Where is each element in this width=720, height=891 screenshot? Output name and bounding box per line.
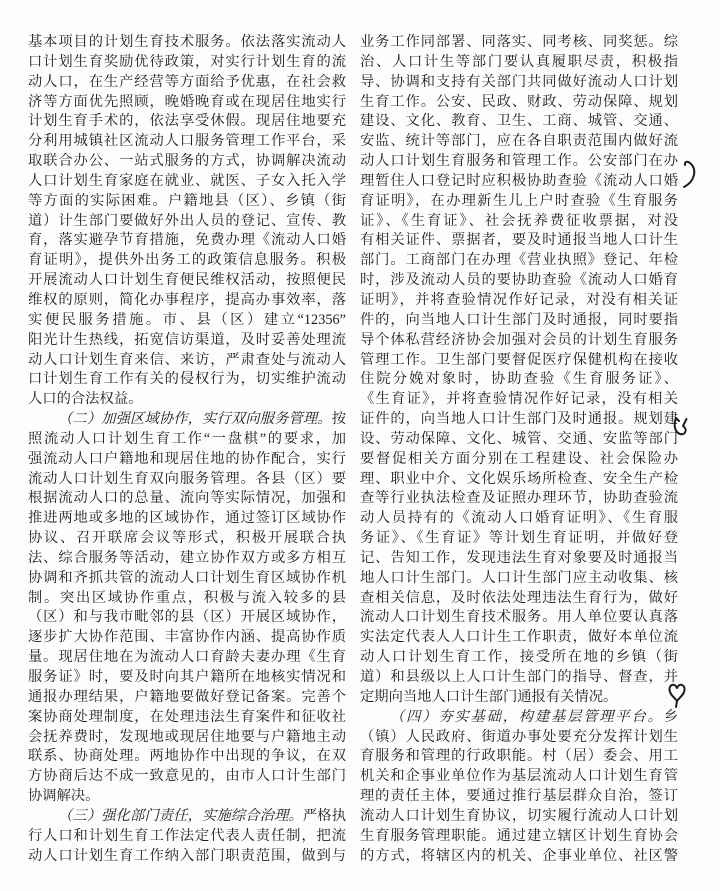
text-line-left-12: 育证明》，提供外出务工的政策信息服务。积极 <box>28 252 346 269</box>
text-line-left-2: 口计划生育奖励优待政策，对实行计划生育的流 <box>28 53 346 70</box>
text-line-right-26: 务证》、《生育证》等计划生育证明，并做好登 <box>360 530 678 547</box>
text-line-left-38: 方协商后达不成一致意见的，由市人口计生部门 <box>28 768 346 785</box>
text-line-left-26: 协议、召开联席会议等形式，积极开展联合执 <box>28 530 346 547</box>
text-line-left-30: （区）和与我市毗邻的县（区）开展区域协作， <box>28 609 346 626</box>
text-line-left-32: 量。现居住地在为流动人口育龄夫妻办理《生育 <box>28 649 346 666</box>
text-line-left-14: 维权的原则，简化办事程序，提高办事效率，落 <box>28 291 346 308</box>
left-column <box>28 33 346 866</box>
text-line-right-33: 道）和县级以上人口计生部门的指导、督查，并 <box>360 669 678 685</box>
text-line-right-8: 理暂住人口登记时应积极协助查验《流动人口婚 <box>360 172 678 189</box>
text-line-left-35: 案协商处理制度，在处理违法生育案件和征收社 <box>28 708 346 725</box>
text-line-right-37: 育服务和管理的行政职能。村（居）委会、用工 <box>360 748 678 765</box>
text-line-right-15: 件的，向当地人口计生部门及时通报，同时要指 <box>360 311 678 328</box>
text-line-right-3: 导、协调和支持有关部门共同做好流动人口计划 <box>360 73 678 90</box>
text-line-right-6: 安监、统计等部门，应在各自职责范围内做好流 <box>360 133 678 150</box>
text-line-left-21: 照流动人口计划生育工作“一盘棋”的要求，加 <box>28 430 346 447</box>
text-line-left-24: 根据流动人口的总量、流向等实际情况，加强和 <box>28 490 346 507</box>
text-line-left-9: 等方面的实际困难。户籍地县（区）、乡镇（街 <box>28 192 346 209</box>
text-line-left-16: 阳光计生热线，拓宽信访渠道，及时妥善处理流 <box>28 331 346 348</box>
text-line-right-27: 记、告知工作，发现违法生育对象要及时通报当 <box>360 549 678 566</box>
text-line-right-22: 要督促相关方面分别在工程建设、社会保险办 <box>360 450 678 467</box>
text-line-right-31: 实法定代表人人口计生工作职责，做好本单位流 <box>360 629 678 646</box>
text-line-right-42: 的方式，将辖区内的机关、企事业单位、社区警 <box>360 847 678 864</box>
text-line-left-31: 逐步扩大协作范围、丰富协作内涵、提高协作质 <box>28 629 346 646</box>
text-line-right-38: 机关和企事业单位作为基层流动人口计划生育管 <box>360 768 678 785</box>
text-line-right-34: 定期向当地人口计生部门通报有关情况。 <box>360 688 618 705</box>
text-line-right-25: 动人员持有的《流动人口婚育证明》、《生育服 <box>360 510 678 527</box>
text-line-right-1: 业务工作同部署、同落实、同考核、同奖惩。综 <box>360 34 678 50</box>
text-line-right-18: 住院分娩对象时，协助查验《生育服务证》、 <box>360 371 678 388</box>
text-line-right-16: 导个体私营经济协会加强对会员的计划生育服务 <box>360 331 678 348</box>
text-line-left-13: 开展流动人口计划生育便民维权活动，按照便民 <box>28 272 346 289</box>
text-line-left-20: （二）加强区域协作，实行双向服务管理。按 <box>58 411 346 428</box>
section-heading: （二）加强区域协作，实行双向服务管理。 <box>58 411 332 428</box>
text-line-right-29: 查相关信息，及时依法处理违法生育行为，做好 <box>360 589 678 606</box>
text-columns <box>28 33 678 866</box>
curved-stroke-ink-mark <box>681 159 703 196</box>
text-line-right-2: 治、人口计生等部门要认真履职尽责，积极指 <box>360 53 678 70</box>
text-line-left-41: 行人口和计划生育工作法定代表人责任制，把流 <box>28 827 346 844</box>
section-heading: （三）强化部门责任，实施综合治理。 <box>58 807 303 824</box>
section-heading: （四）夯实基础，构建基层管理平台。 <box>390 708 664 725</box>
text-line-left-7: 取联合办公、一站式服务的方式，协调解决流动 <box>28 153 346 170</box>
text-line-left-6: 分利用城镇社区流动人口服务管理工作平台，采 <box>28 133 346 150</box>
text-line-right-7: 动人口计划生育服务和管理工作。公安部门在办 <box>360 153 678 170</box>
text-line-right-9: 育证明》，在办理新生儿上户时查验《生育服务 <box>360 192 678 209</box>
text-line-right-12: 部门。工商部门在办理《营业执照》登记、年检 <box>360 252 678 269</box>
right-column <box>360 33 678 866</box>
text-line-left-28: 协调和齐抓共管的流动人口计划生育区域协作机 <box>28 569 346 586</box>
text-line-right-5: 建设、文化、教育、卫生、工商、城管、交通、 <box>360 113 678 130</box>
text-line-left-34: 通报办理结果，户籍地要做好登记备案。完善个 <box>28 688 346 705</box>
text-line-right-41: 生育服务管理职能。通过建立辖区计划生育协会 <box>360 827 678 844</box>
text-line-right-4: 生育工作。公安、民政、财政、劳动保障、规划 <box>360 93 678 110</box>
text-line-right-32: 动人口计划生育工作，接受所在地的乡镇（街 <box>360 649 678 666</box>
text-line-right-10: 证》、《生育证》、社会抚养费征收票据，对没 <box>360 212 678 229</box>
squiggle-ink-mark <box>672 416 692 445</box>
text-line-left-19: 人口的合法权益。 <box>28 391 143 408</box>
text-line-left-25: 推进两地或多地的区域协作，通过签订区域协作 <box>28 510 346 527</box>
text-line-right-36: （镇）人民政府、街道办事处要充分发挥计划生 <box>360 728 678 745</box>
text-line-left-17: 动人口计划生育来信、来访，严肃查处与流动人 <box>28 351 346 368</box>
text-line-right-39: 理的责任主体，要通过推行基层群众自治，签订 <box>360 788 678 805</box>
text-line-left-37: 联系、协商处理。两地协作中出现的争议，在双 <box>28 748 346 765</box>
text-line-left-27: 法、综合服务等活动，建立协作双方或多方相互 <box>28 549 346 566</box>
text-line-right-24: 查等行业执法检查及证照办理环节，协助查验流 <box>360 490 678 507</box>
text-line-left-23: 流动人口计划生育双向服务管理。各县（区）要 <box>28 470 346 487</box>
text-line-left-33: 服务证》时，要及时向其户籍所在地核实情况和 <box>28 669 346 685</box>
text-line-left-1: 基本项目的计划生育技术服务。依法落实流动人 <box>28 34 346 50</box>
text-line-right-30: 流动人口计划生育技术服务。用人单位要认真落 <box>360 609 678 626</box>
text-line-left-29: 制。突出区域协作重点，积极与流入较多的县 <box>28 589 346 606</box>
text-line-left-15: 实便民服务措施。市、县（区）建立“12356” <box>28 311 346 328</box>
text-line-left-10: 道）计生部门要做好外出人员的登记、宣传、教 <box>28 212 346 229</box>
text-line-right-14: 证明》，并将查验情况作好记录，对没有相关证 <box>360 291 678 308</box>
text-line-left-39: 协调解决。 <box>28 788 100 805</box>
text-line-right-19: 《生育证》，并将查验情况作好记录，没有相关 <box>360 391 678 408</box>
text-line-left-18: 口计划生育工作有关的侵权行为，切实维护流动 <box>28 371 346 388</box>
text-line-left-11: 育，落实避孕节育措施，免费办理《流动人口婚 <box>28 232 346 249</box>
text-line-left-8: 人口计划生育家庭在就业、就医、子女入托入学 <box>28 172 346 189</box>
text-line-left-42: 动人口计划生育工作纳入部门职责范围，做到与 <box>28 847 346 864</box>
text-line-right-11: 有相关证件、票据者，要及时通报当地人口计生 <box>360 232 678 249</box>
heart-doodle-ink-mark <box>666 680 690 717</box>
text-line-left-22: 强流动人口户籍地和现居住地的协作配合，实行 <box>28 450 346 467</box>
text-line-right-20: 证件的，向当地人口计生部门及时通报。规划建 <box>360 411 678 428</box>
text-line-right-21: 设、劳动保障、文化、城管、交通、安监等部门 <box>360 430 678 447</box>
text-line-right-35: （四）夯实基础，构建基层管理平台。乡 <box>390 708 678 725</box>
text-line-right-40: 流动人口计划生育协议，切实履行流动人口计划 <box>360 807 678 824</box>
text-line-left-4: 济等方面优先照顾，晚婚晚育或在现居住地实行 <box>28 93 346 110</box>
text-line-right-23: 理、职业中介、文化娱乐场所检查、安全生产检 <box>360 470 678 487</box>
text-line-right-17: 管理工作。卫生部门要督促医疗保健机构在接收 <box>360 351 678 368</box>
text-line-right-13: 时，涉及流动人员的要协助查验《流动人口婚育 <box>360 272 678 289</box>
text-line-left-5: 计划生育手术的，依法享受休假。现居住地要充 <box>28 113 346 130</box>
text-line-left-36: 会抚养费时，发现地或现居住地要与户籍地主动 <box>28 728 346 745</box>
text-line-right-28: 地人口计生部门。人口计生部门应主动收集、核 <box>360 569 678 586</box>
text-line-left-3: 动人口，在生产经营等方面给予优惠，在社会救 <box>28 73 346 90</box>
text-line-left-40: （三）强化部门责任，实施综合治理。严格执 <box>58 807 346 824</box>
